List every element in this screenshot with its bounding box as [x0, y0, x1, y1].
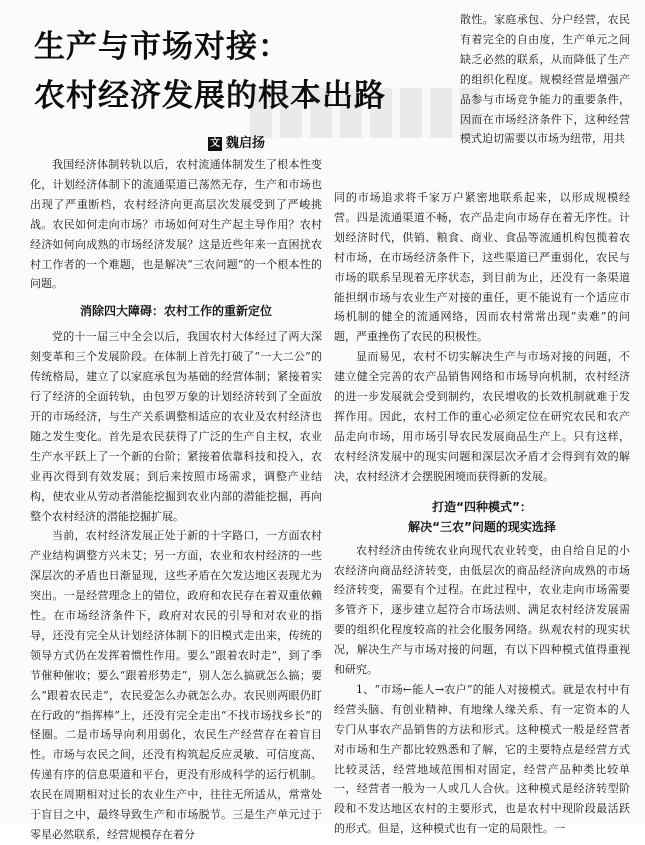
paragraph: 我国经济体制转轨以后，农村流通体制发生了根本性变化，计划经济体制下的流通渠道已荡然无存，生产和市场也出现了严重断档，农村经济向更高层次发展受到了严峻挑战。农民如何走向市场？市场如何对生产起主导作用？农村经济如何向成熟的市场经济发展？这是近些年来一直困扰农村工作者的一个难题，也是解决“三农问题”的一个根本性的问题。 — [30, 158, 322, 291]
article-title-line-2: 农村经济发展的根本出路 — [34, 78, 386, 114]
left-column — [30, 155, 322, 845]
paragraph: 农村经济由传统农业向现代农业转变，由自给自足的小农经济向商品经济转变，由低层次的商品经济向成熟的市场经济转变，需要有个过程。在此过程中，农业走向市场需要多管齐下，逐步建立起符合市场法则、满足农村经济发展需要的组织化程度较高的社会化服务网络。纵观农村的现实状况，解决生产与市场对接的问题，有以下四种模式值得重视和研究。 — [334, 543, 630, 677]
section-heading-line-2: 解决“三农”问题的现实选择 — [408, 519, 556, 534]
section-heading-line-1: 打造“四种模式”： — [432, 499, 532, 514]
paragraph: 1、“市场←能人→农户”的能人对接模式。就是农村中有经营头脑、有创业精神、有地缘人缘关系、有一定资本的人专门从事农产品销售的方法和形式。这种模式一般是经营者对市场和生产都比较熟悉和了解，它的主要特点是经营方式比较灵活，经营地域范围相对固定，经营产品种类比较单一，经营者一般为一人或几人合伙。这种模式是经济转型阶段和不发达地区农村的主要形式，也是农村中现阶段最活跃的形式。但是，这种模式也有一定的局限性。一 — [334, 682, 630, 836]
paragraph: 党的十一届三中全会以后，我国农村大体经过了两大深刻变革和三个发展阶段。在体制上首先打破了“一大二公”的传统格局，建立了以家庭承包为基础的经营体制；紧接着实行了经济的全面转轨，由包罗万象的计划经济转到了全面放开的市场经济，与生产关系调整相适应的农业及农村经济也随之发生变化。首先是农民获得了广泛的生产自主权，农业生产水平跃上了一个新的台阶；紧接着依靠科技和投入，农业再次得到有效发展；到后来按照市场需求，调整产业结构，使农业从劳动者潜能挖掘到农业内部的潜能挖掘，再向整个农村经济的潜能挖掘扩展。 — [30, 330, 322, 523]
paragraph: 散性。家庭承包、分户经营，农民有着完全的自由度，生产单元之间缺乏必然的联系，从而降低了生产的组织化程度。规模经营是增强产品参与市场竞争能力的重要条件，因而在市场经济条件下，这种经营模式迫切需要以市场为纽带，用共 — [460, 13, 630, 146]
paragraph: 同的市场追求将千家万户紧密地联系起来，以形成规模经营。四是流通渠道不畅，农产品走向市场存在着无序性。计划经济时代，供销、粮食、商业、食品等流通机构包揽着农村市场，在市场经济条件下，这些渠道已严重弱化，农民与市场的联系呈现着无序状态，到目前为止，还没有一条渠道能担纲市场与农业生产对接的重任，更不能说有一个适应市场机制的健全的流通网络，因而农村常常出现“卖难”的问题，严重挫伤了农民的积极性。 — [334, 191, 630, 344]
article-title-line-1: 生产与市场对接： — [34, 29, 290, 65]
paragraph: 显而易见，农村不切实解决生产与市场对接的问题，不建立健全完善的农产品销售网络和市场导向机制，农村经济的进一步发展就会受到制约，农民增收的长效机制就难于发挥作用。因此，农村工作的重心必须定位在研究农民和农产品走向市场，用市场引导农民发展商品生产上。只有这样，农村经济发展中的现实问题和深层次矛盾才会得到有效的解决，农村经济才会摆脱困境而获得新的发展。 — [334, 350, 630, 483]
byline — [208, 136, 265, 152]
byline-tag: 文 — [210, 138, 220, 149]
paragraph: 当前，农村经济发展正处于新的十字路口，一方面农村产业结构调整方兴未艾；另一方面，农业和农村经济的一些深层次的矛盾也日渐显现，这些矛盾在欠发达地区表现尤为突出。一是经营理念上的错位，政府和农民存在着双重依赖性。在市场经济条件下，政府对农民的引导和对农业的指导，还没有完全从计划经济体制下的旧模式走出来，传统的领导方式仍在发挥着惯性作用。要么“跟着农时走”，到了季节催种催收；要么“跟着形势走”，别人怎么搞就怎么搞；要么“跟着农民走”，农民爱怎么办就怎么办。农民则两眼仍盯在行政的“指挥棒”上，还没有完全走出“不找市场找乡长”的怪圈。二是市场导向利用弱化，农民生产经营存在着盲目性。市场与农民之间，还没有构筑起反应灵敏、可信度高、传递有序的信息渠道和平台，更没有形成科学的运行机制。农民在周期相对过长的农业生产中，往往无所适从，常常处于盲目之中，最终导致生产和市场脱节。三是生产单元过于零星必然联系，经营规模存在着分 — [30, 529, 322, 841]
section-heading: 消除四大障碍：农村工作的重新定位 — [79, 304, 272, 319]
article-title — [34, 26, 454, 118]
section-heading — [334, 497, 630, 537]
right-column-top-text — [460, 10, 630, 149]
author-name: 魏启扬 — [226, 136, 266, 151]
right-column — [334, 188, 630, 839]
